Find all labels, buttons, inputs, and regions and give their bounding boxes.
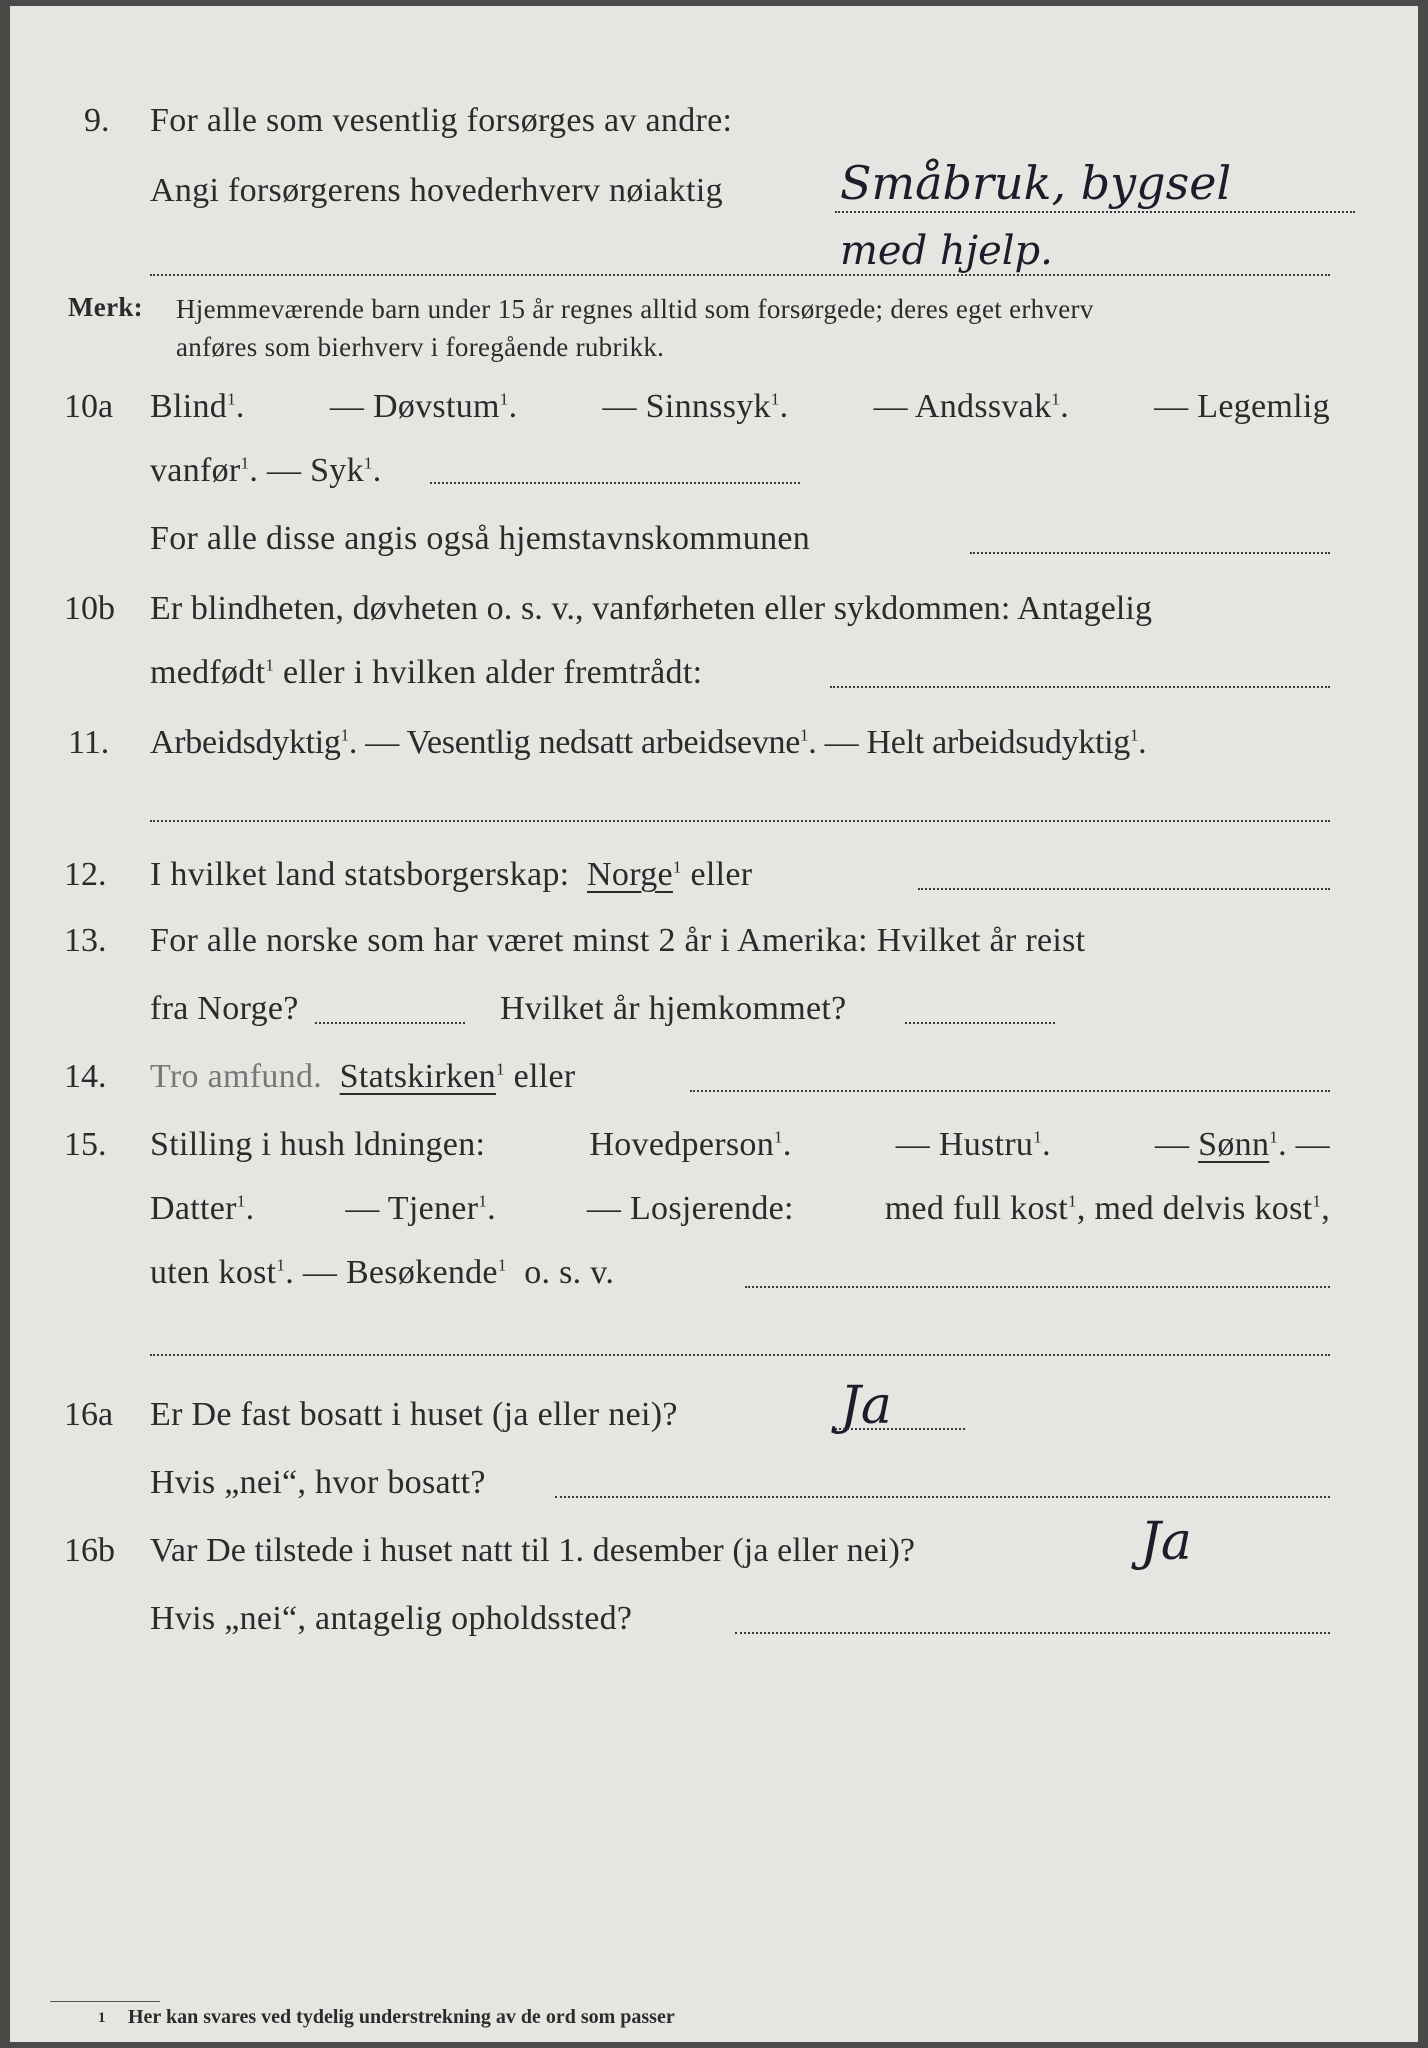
q9-handwritten-answer2: med hjelp.: [840, 228, 1053, 274]
q15-line3: uten kost$^1$. — Besøkende$^1$ o. s. v.: [150, 1254, 615, 1291]
q15-hustru: — Hustru: [895, 1126, 1034, 1163]
q16a-bosatt-line: [555, 1496, 1330, 1498]
q11-number: 11.: [68, 724, 110, 761]
q10a-legemlig: — Legemlig: [1154, 388, 1330, 425]
q12-eller: eller: [690, 856, 753, 893]
q16a-answer-line: [835, 1428, 965, 1430]
q9-answer-line1: [835, 211, 1355, 213]
q11-nedsatt: . — Vesentlig nedsatt arbeidsevne: [348, 724, 801, 761]
footnote-mark: 1: [98, 2010, 106, 2026]
q12-norge-underlined: Norge: [587, 856, 673, 893]
q10a-hjemstavn-line: [970, 552, 1330, 554]
q10a-line3: For alle disse angis også hjemstavnskommunen: [150, 520, 811, 557]
q14-eller: eller: [513, 1058, 576, 1095]
q15-line1: Stilling i hush ldningen: Hovedperson$^1$. — Hustru$^1$. — Sønn$^1$. —: [150, 1126, 1330, 1163]
q11-line: Arbeidsdyktig$^1$. — Vesentlig nedsatt arbeidsevne$^1$. — Helt arbeidsudyktig$^1$.: [150, 724, 1147, 761]
q13-fra-norge-line: [315, 1022, 465, 1024]
q15-hovedperson: Hovedperson: [589, 1126, 774, 1163]
q15-line2: Datter$^1$. — Tjener$^1$. — Losjerende: med full kost$^1$, med delvis kost$^1$,: [150, 1190, 1330, 1227]
q15-delvis-kost: , med delvis kost: [1076, 1190, 1313, 1227]
q9-answer-line2: [150, 274, 1330, 276]
q14-trossamfund: Tro amfund.: [150, 1058, 323, 1095]
q14-line: Tro amfund. Statskirken$^1$ eller: [150, 1058, 576, 1095]
q10b-alder: eller i hvilken alder fremtrådt:: [283, 654, 703, 691]
q15-uten-kost: uten kost: [150, 1254, 277, 1291]
q15-tjener: — Tjener: [345, 1190, 479, 1227]
q13-hjemkommet-line: [905, 1022, 1055, 1024]
q16b-line1: Var De tilstede i huset natt til 1. desember (ja eller nei)?: [150, 1532, 916, 1569]
q10a-vanfor: vanfør: [150, 452, 241, 489]
q10b-line1: Er blindheten, døvheten o. s. v., vanførheten eller sykdommen: Antagelig: [150, 590, 1153, 627]
q15-sonn-underlined: Sønn: [1198, 1126, 1270, 1163]
q16b-number: 16b: [64, 1532, 115, 1569]
q16a-line1: Er De fast bosatt i huset (ja eller nei)?: [150, 1396, 678, 1433]
q10a-sinnssyk: — Sinnssyk: [602, 388, 771, 425]
q16a-number: 16a: [64, 1396, 114, 1433]
q10b-answer-line: [830, 686, 1330, 688]
q9-text-line2: Angi forsørgerens hovederhverv nøiaktig: [150, 172, 723, 209]
q10a-andssvak: — Andssvak: [873, 388, 1052, 425]
q10a-dovstum: — Døvstum: [329, 388, 500, 425]
q12-line: I hvilket land statsborgerskap: Norge$^1$ eller: [150, 856, 753, 893]
q9-number: 9.: [84, 102, 110, 139]
q10b-medfodt: medfødt: [150, 654, 266, 691]
q12-answer-line: [918, 888, 1330, 890]
q13-hjemkommet: Hvilket år hjemkommet?: [500, 990, 847, 1027]
q9-handwritten-answer1: Småbruk, bygsel: [840, 156, 1232, 210]
q12-number: 12.: [64, 856, 107, 893]
q14-number: 14.: [64, 1058, 107, 1095]
q15-besokende: — Besøkende: [302, 1254, 498, 1291]
q16a-line2: Hvis „nei“, hvor bosatt?: [150, 1464, 486, 1501]
merk-label: Merk:: [68, 292, 143, 322]
footnote-text: Her kan svares ved tydelig understrekning av de ord som passer: [128, 2006, 675, 2028]
q15-full-kost: med full kost: [884, 1190, 1069, 1227]
q10a-line1: Blind$^1$. — Døvstum$^1$. — Sinnssyk$^1$. — Andssvak$^1$. — Legemlig: [150, 388, 1330, 425]
q16b-opholdssted-line: [735, 1632, 1330, 1634]
merk-line2: anføres som bierhverv i foregående rubrikk.: [176, 332, 665, 362]
q14-answer-line: [690, 1090, 1330, 1092]
q11-arbeidsdyktig: Arbeidsdyktig: [150, 724, 341, 761]
census-form-page: [10, 6, 1418, 2042]
q10a-blind: Blind: [150, 388, 228, 425]
q13-line1: For alle norske som har været minst 2 år i Amerika: Hvilket år reist: [150, 922, 1086, 959]
merk-line1: Hjemmeværende barn under 15 år regnes alltid som forsørgede; deres eget erhverv: [176, 294, 1094, 324]
q16b-handwritten-answer: Ja: [1140, 1512, 1192, 1572]
q13-number: 13.: [64, 922, 107, 959]
q10a-syk-line: [430, 482, 800, 484]
q15-stilling: Stilling i hush ldningen:: [150, 1126, 486, 1163]
q11-udyktig: . — Helt arbeidsudyktig: [808, 724, 1130, 761]
q13-fra-norge: fra Norge?: [150, 990, 299, 1027]
q9-text-line1: For alle som vesentlig forsørges av andre:: [150, 102, 733, 139]
q15-losjerende: — Losjerende:: [586, 1190, 794, 1227]
q15-number: 15.: [64, 1126, 107, 1163]
q15-osv: o. s. v.: [524, 1254, 615, 1291]
q16a-handwritten-answer: Ja: [840, 1376, 892, 1436]
footnote-rule: [50, 2001, 160, 2002]
q11-answer-line: [150, 820, 1330, 822]
q10a-line2: vanfør$^1$. — Syk$^1$.: [150, 452, 382, 489]
q14-statskirken-underlined: Statskirken: [339, 1058, 496, 1095]
q15-answer-line2: [150, 1354, 1330, 1356]
q10b-line2: medfødt$^1$ eller i hvilken alder fremtrådt:: [150, 654, 703, 691]
q12-text: I hvilket land statsborgerskap:: [150, 856, 570, 893]
q10b-number: 10b: [64, 590, 115, 627]
q16b-line2: Hvis „nei“, antagelig opholdssted?: [150, 1600, 633, 1637]
q10a-syk: — Syk: [266, 452, 364, 489]
q15-answer-line1: [745, 1286, 1330, 1288]
q10a-number: 10a: [64, 388, 114, 425]
q15-datter: Datter: [150, 1190, 237, 1227]
